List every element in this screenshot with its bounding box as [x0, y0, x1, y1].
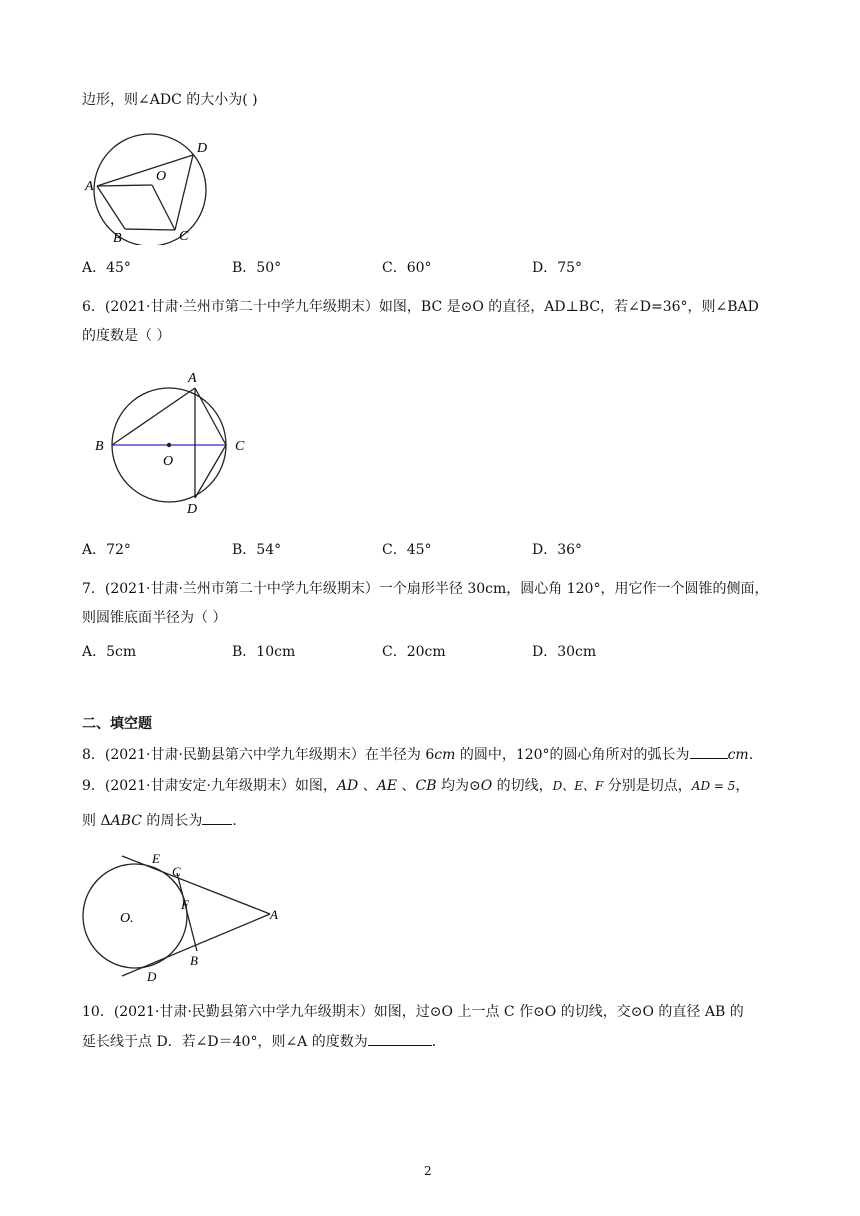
q6-option-d: D．36° — [532, 542, 583, 558]
q8-answer-blank[interactable] — [690, 744, 728, 759]
q8-unit1: cm — [434, 747, 456, 763]
q9-label-C: C — [172, 864, 181, 879]
page-number: 2 — [424, 1164, 432, 1178]
q9-circle — [83, 864, 187, 968]
q10-answer-blank[interactable] — [368, 1031, 432, 1046]
q5-figure — [80, 130, 225, 245]
q6-label-C: C — [235, 439, 245, 454]
q9-line2 — [82, 810, 237, 831]
q9-tangent-points: D、E、F — [552, 779, 604, 793]
q9-line2-end: . — [232, 813, 237, 829]
q5-circle — [94, 134, 206, 245]
q7-option-d: D．30cm — [532, 644, 597, 660]
q5-option-d: D．75° — [532, 260, 583, 276]
q6-line1: 6．(2021·甘肃·兰州市第二十中学九年级期末）如图，BC 是⊙O 的直径，AD⊥BC，若∠D=36°，则∠BAD — [82, 299, 759, 315]
q9-label-F: F — [181, 897, 189, 912]
q8-text — [82, 744, 753, 765]
q5-option-a: A．45° — [82, 260, 131, 276]
q9-line2-prefix: 则 Δ — [82, 813, 111, 829]
q7-option-b: B．10cm — [232, 644, 296, 660]
q7-option-a: A．5cm — [82, 644, 137, 660]
q9-seg-ae: AE — [376, 778, 398, 794]
q9-circle-o: O — [480, 778, 493, 794]
q9-label-A: A — [270, 907, 278, 922]
q8-prefix: 8．(2021·甘肃·民勤县第六中学九年级期末）在半径为 6 — [82, 747, 435, 763]
q6-line2: 的度数是（ ） — [82, 328, 171, 344]
q7-line2: 则圆锥底面半径为（ ） — [82, 610, 227, 626]
q9-comma: ， — [735, 778, 750, 794]
q9-line1 — [82, 776, 749, 796]
q6-label-B: B — [95, 439, 104, 454]
q9-sep1: 、 — [358, 778, 377, 794]
q9-mid2: 的切线， — [492, 778, 553, 794]
q5-label-O: O — [156, 169, 167, 184]
q9-seg-cb: CB — [415, 778, 437, 794]
q9-equation: AD = 5 — [691, 779, 736, 793]
q9-prefix: 9．(2021·甘肃安定·九年级期末）如图， — [82, 778, 337, 794]
q6-label-O: O — [163, 454, 174, 469]
q5-label-B: B — [113, 231, 122, 245]
q5-option-c: C．60° — [382, 260, 432, 276]
q9-label-O: O. — [120, 911, 134, 926]
q8-end: . — [748, 747, 754, 763]
q6-figure — [90, 366, 250, 518]
q5-label-C: C — [179, 229, 189, 244]
q8-middle: 的圆中，120°的圆心角所对的弧长为 — [455, 747, 690, 763]
q5-option-b: B．50° — [232, 260, 282, 276]
q6-label-D: D — [187, 502, 198, 517]
q7-line1: 7．(2021·甘肃·兰州市第二十中学九年级期末）一个扇形半径 30cm，圆心角 120°，用它作一个圆锥的侧面， — [82, 581, 769, 597]
q8-unit2: cm — [727, 747, 749, 763]
q9-seg-ad: AD — [336, 778, 359, 794]
q10-line2 — [82, 1031, 436, 1052]
q9-label-E: E — [152, 851, 160, 866]
q9-sep2: 、 — [397, 778, 416, 794]
q9-label-D: D — [147, 969, 157, 984]
q6-label-A: A — [188, 371, 197, 386]
q9-mid: 均为⊙ — [436, 778, 481, 794]
q5-label-D: D — [197, 141, 208, 156]
q6-option-c: C．45° — [382, 542, 432, 558]
q6-option-b: B．54° — [232, 542, 282, 558]
q9-triangle: ABC — [110, 813, 142, 829]
section-heading: 二、填空题 — [82, 716, 152, 732]
q10-line1: 10．(2021·甘肃·民勤县第六中学九年级期末）如图，过⊙O 上一点 C 作⊙O 的切线，交⊙O 的直径 AB 的 — [82, 1004, 744, 1020]
q9-figure — [80, 846, 290, 986]
q9-answer-blank[interactable] — [202, 810, 232, 825]
q10-line2-end: . — [431, 1034, 437, 1050]
q9-label-B: B — [190, 953, 198, 968]
q9-mid3: 分别是切点， — [603, 778, 692, 794]
q9-line2-mid: 的周长为 — [141, 813, 203, 829]
q5-label-A: A — [85, 179, 94, 194]
q10-line2-prefix: 延长线于点 D．若∠D＝40°，则∠A 的度数为 — [82, 1034, 368, 1050]
q5-text: 边形，则∠ADC 的大小为( ) — [82, 92, 258, 108]
q7-option-c: C．20cm — [382, 644, 446, 660]
q6-option-a: A．72° — [82, 542, 131, 558]
